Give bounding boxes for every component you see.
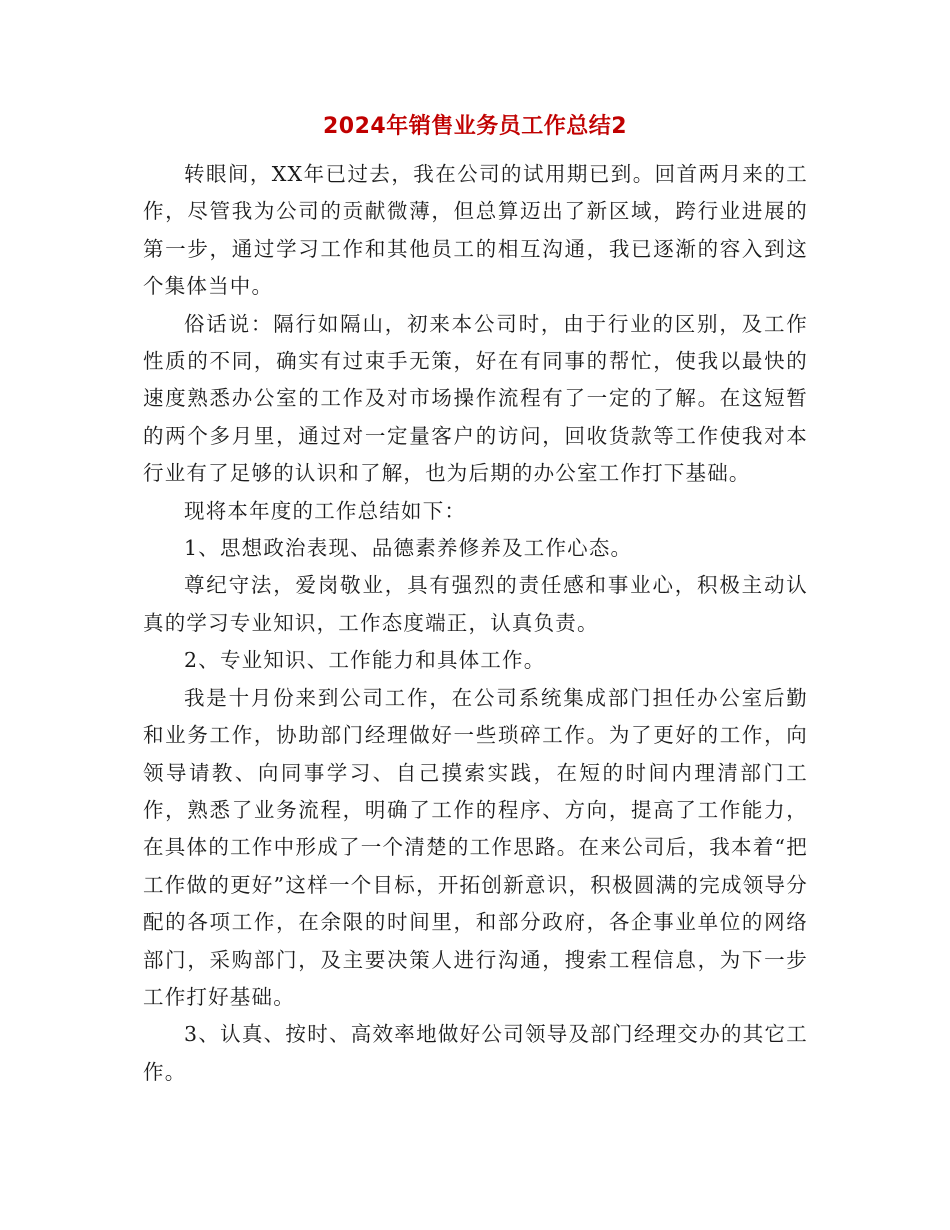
paragraph-section-2: 我是十月份来到公司工作，在公司系统集成部门担任办公室后勤和业务工作，协助部门经理做好一些琐碎工作。为了更好的工作，向领导请教、向同事学习、自己摸索实践，在短的时间内理清部门工作，熟悉了业务流程，明确了工作的程序、方向，提高了工作能力，在具体的工作中形成了一个清楚的工作思路。在来公司后，我本着“把工作做的更好”这样一个目标，开拓创新意识，积极圆满的完成领导分配的各项工作，在余限的时间里，和部分政府，各企事业单位的网络部门，采购部门，及主要决策人进行沟通，搜索工程信息，为下一步工作打好基础。 (143, 685, 808, 1009)
heading-section-3: 3、认真、按时、高效率地做好公司领导及部门经理交办的其它工作。 (143, 1022, 808, 1084)
document-body (143, 156, 808, 1091)
heading-section-2: 2、专业知识、工作能力和具体工作。 (184, 648, 546, 673)
heading-section-1: 1、思想政治表现、品德素养修养及工作心态。 (184, 536, 633, 561)
document-title: 2024年销售业务员工作总结2 (322, 114, 628, 139)
paragraph-saying: 俗话说：隔行如隔山，初来本公司时，由于行业的区别，及工作性质的不同，确实有过束手无策，好在有同事的帮忙，使我以最快的速度熟悉办公室的工作及对市场操作流程有了一定的了解。在这短暂的两个多月里，通过对一定量客户的访问，回收货款等工作使我对本行业有了足够的认识和了解，也为后期的办公室工作打下基础。 (143, 311, 808, 486)
paragraph-intro: 转眼间，XX年已过去，我在公司的试用期已到。回首两月来的工作，尽管我为公司的贡献微薄，但总算迈出了新区域，跨行业进展的第一步，通过学习工作和其他员工的相互沟通，我已逐渐的容入到这个集体当中。 (143, 162, 808, 299)
paragraph-summary-lead: 现将本年度的工作总结如下： (184, 498, 467, 523)
paragraph-section-1: 尊纪守法，爱岗敬业，具有强烈的责任感和事业心，积极主动认真的学习专业知识，工作态度端正，认真负责。 (143, 573, 808, 635)
